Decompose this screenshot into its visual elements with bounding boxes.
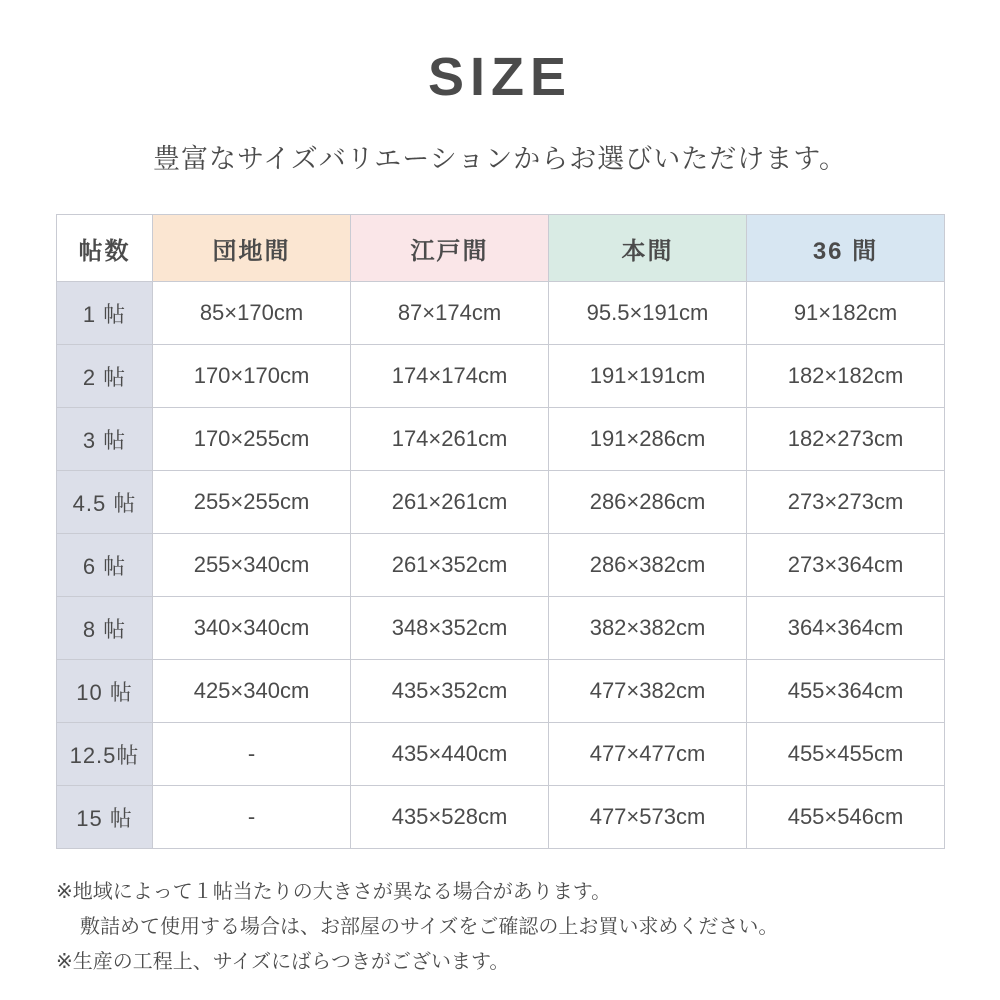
table-cell: 191×286cm [549,408,747,471]
table-row [57,534,945,597]
table-cell: 435×528cm [351,786,549,849]
table-cell: 364×364cm [747,597,945,660]
notes-section [56,875,944,980]
row-header: 1 帖 [57,282,153,345]
table-row [57,282,945,345]
table-cell: 425×340cm [153,660,351,723]
row-header: 2 帖 [57,345,153,408]
table-cell: 170×170cm [153,345,351,408]
column-header-jousuu: 帖数 [57,215,153,282]
table-cell: 95.5×191cm [549,282,747,345]
column-header-edoma: 江戸間 [351,215,549,282]
table-cell: 273×273cm [747,471,945,534]
table-cell: 455×455cm [747,723,945,786]
row-header: 8 帖 [57,597,153,660]
table-cell: 261×261cm [351,471,549,534]
table-cell: 85×170cm [153,282,351,345]
page-title: SIZE [427,47,573,107]
row-header: 4.5 帖 [57,471,153,534]
table-cell: 170×255cm [153,408,351,471]
column-header-honma: 本間 [549,215,747,282]
table-cell: 174×174cm [351,345,549,408]
table-cell: 273×364cm [747,534,945,597]
table-row [57,408,945,471]
page-subtitle: 豊富なサイズバリエーションからお選びいただけます。 [152,144,848,175]
table-cell: - [153,786,351,849]
table-cell: 261×352cm [351,534,549,597]
table-cell: 477×477cm [549,723,747,786]
table-cell: 255×255cm [153,471,351,534]
size-table [56,214,945,849]
table-cell: 286×382cm [549,534,747,597]
table-cell: 87×174cm [351,282,549,345]
table-row [57,660,945,723]
table-header-row [57,215,945,282]
row-header: 3 帖 [57,408,153,471]
table-cell: - [153,723,351,786]
table-cell: 191×191cm [549,345,747,408]
table-cell: 182×273cm [747,408,945,471]
size-table-container [56,214,944,849]
table-cell: 435×440cm [351,723,549,786]
table-row [57,597,945,660]
table-cell: 182×182cm [747,345,945,408]
table-row [57,471,945,534]
table-cell: 477×382cm [549,660,747,723]
row-header: 10 帖 [57,660,153,723]
note-line: 敷詰めて使用する場合は、お部屋のサイズをご確認の上お買い求めください。 [80,916,779,939]
table-cell: 174×261cm [351,408,549,471]
table-cell: 348×352cm [351,597,549,660]
row-header: 6 帖 [57,534,153,597]
table-row [57,723,945,786]
table-cell: 455×546cm [747,786,945,849]
table-row [57,786,945,849]
row-header: 12.5帖 [57,723,153,786]
table-cell: 477×573cm [549,786,747,849]
table-cell: 435×352cm [351,660,549,723]
table-cell: 286×286cm [549,471,747,534]
note-line: ※地域によって１帖当たりの大きさが異なる場合があります。 [56,881,612,904]
table-cell: 255×340cm [153,534,351,597]
table-cell: 382×382cm [549,597,747,660]
column-header-36ma: 36 間 [747,215,945,282]
table-row [57,345,945,408]
table-cell: 91×182cm [747,282,945,345]
row-header: 15 帖 [57,786,153,849]
table-cell: 455×364cm [747,660,945,723]
table-cell: 340×340cm [153,597,351,660]
note-line: ※生産の工程上、サイズにばらつきがございます。 [56,951,510,974]
table-header [57,215,945,282]
table-body [57,282,945,849]
column-header-danchima: 団地間 [153,215,351,282]
